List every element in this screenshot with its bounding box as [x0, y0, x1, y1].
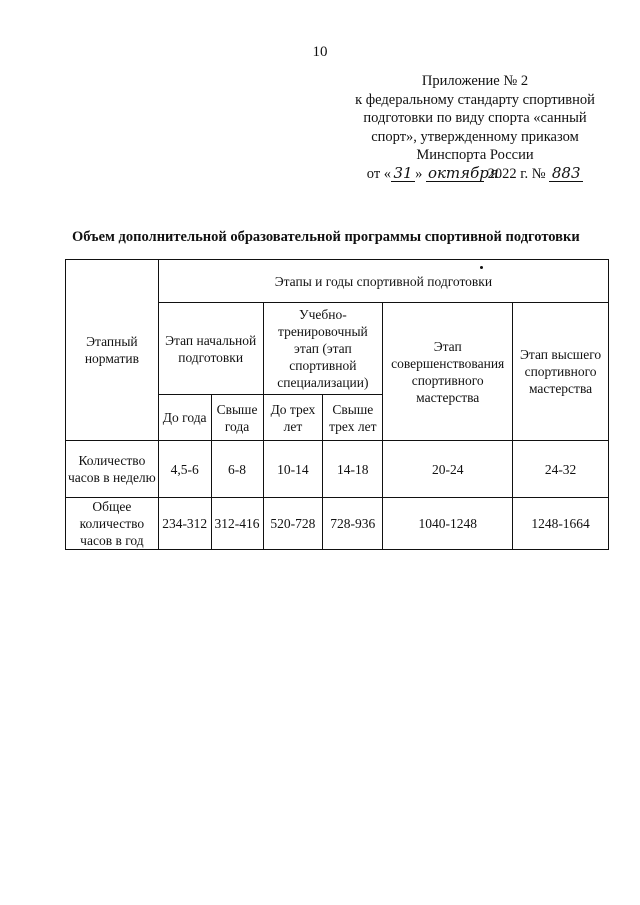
table-cell: 728-936 — [323, 498, 383, 550]
table-cell: 520-728 — [263, 498, 323, 550]
table-cell: 6-8 — [211, 441, 263, 498]
page-number: 10 — [312, 44, 328, 60]
table-row — [66, 498, 609, 550]
appendix-line-2: к федеральному стандарту спортивной — [355, 91, 595, 108]
sub-header-over-3-years: Свыше трех лет — [323, 395, 383, 441]
stage-training-header: Учебно-тренировочный этап (этап спортивной специализации) — [263, 303, 383, 395]
row-label: Количество часов в неделю — [66, 441, 159, 498]
table-cell: 1040-1248 — [383, 498, 513, 550]
appendix-header — [340, 72, 610, 183]
date-year: 2022 г. № — [487, 165, 546, 182]
document-title: Объем дополнительной образовательной программы спортивной подготовки — [72, 229, 580, 245]
appendix-line-4: спорт», утвержденному приказом — [371, 128, 579, 145]
table-cell: 10-14 — [263, 441, 323, 498]
date-mid: » — [415, 165, 423, 182]
sub-header-over-year: Свыше года — [211, 395, 263, 441]
table-cell: 24-32 — [513, 441, 609, 498]
stage-perfection-header: Этап совершенствования спортивного мастерства — [383, 303, 513, 441]
stages-group-header: Этапы и годы спортивной подготовки — [158, 260, 608, 303]
sub-header-under-year: До года — [158, 395, 211, 441]
stage-higher-header: Этап высшего спортивного мастерства — [513, 303, 609, 441]
date-day-handwritten: 31 — [391, 165, 415, 182]
table-cell: 4,5-6 — [158, 441, 211, 498]
sub-header-under-3-years: До трех лет — [263, 395, 323, 441]
table-cell: 234-312 — [158, 498, 211, 550]
corner-header: Этапный норматив — [66, 260, 159, 441]
table-cell: 1248-1664 — [513, 498, 609, 550]
appendix-line-1: Приложение № 2 — [421, 73, 529, 89]
table-cell: 14-18 — [323, 441, 383, 498]
date-month-handwritten: октября — [427, 163, 499, 182]
table-row — [66, 441, 609, 498]
program-volume-table — [65, 259, 609, 550]
stage-initial-header: Этап начальной подготовки — [158, 303, 263, 395]
table-cell: 20-24 — [383, 441, 513, 498]
table-cell: 312-416 — [211, 498, 263, 550]
order-number-handwritten: 883 — [549, 165, 583, 182]
row-label: Общее количество часов в год — [66, 498, 159, 550]
appendix-date-line — [340, 165, 610, 184]
appendix-line-3: подготовки по виду спорта «санный — [363, 110, 587, 126]
appendix-line-5: Минспорта России — [416, 147, 534, 163]
date-prefix: от « — [366, 165, 392, 182]
